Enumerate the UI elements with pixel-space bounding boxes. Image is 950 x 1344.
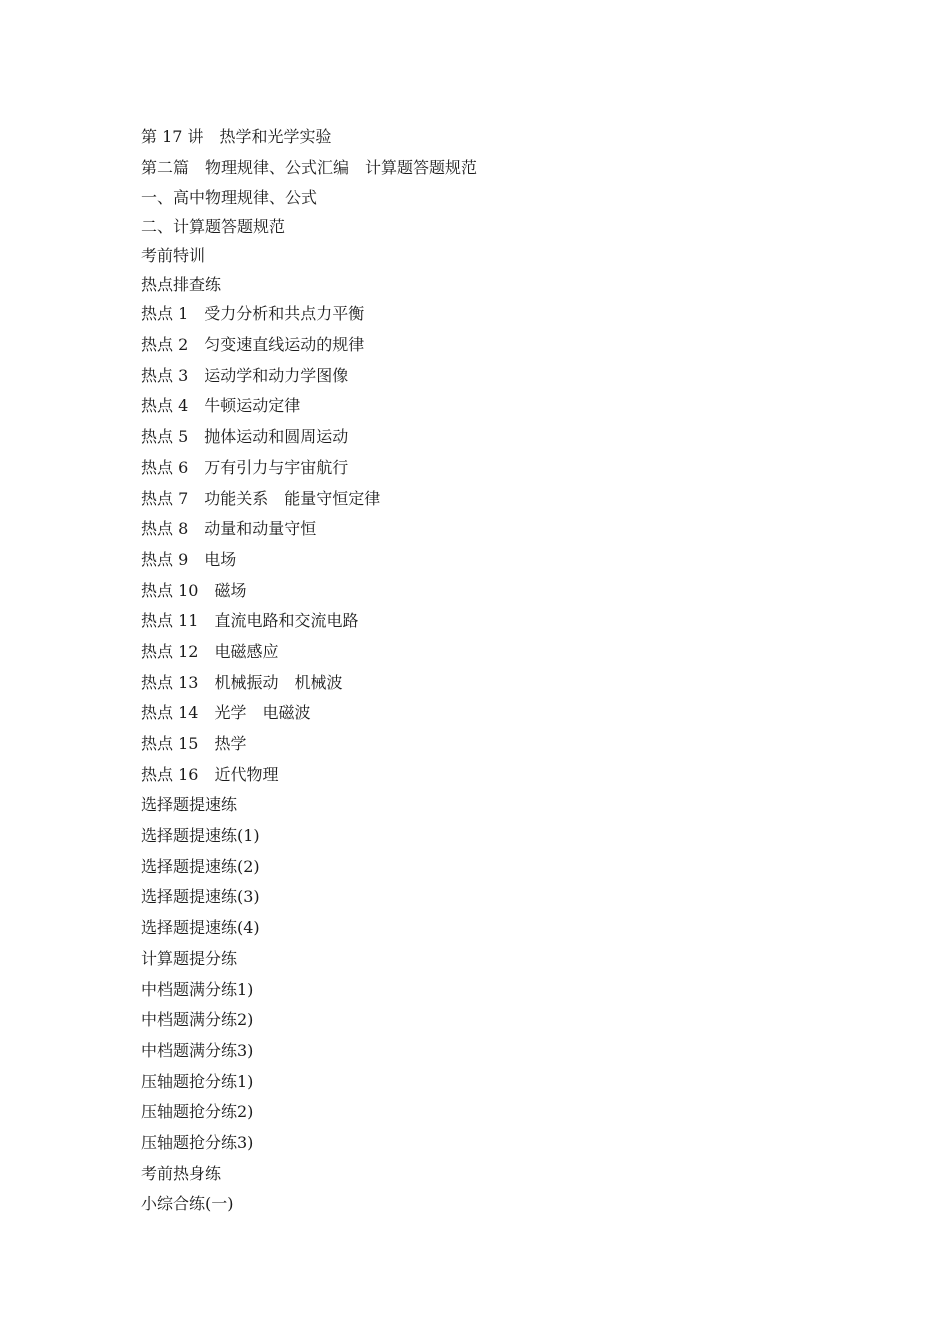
toc-entry: 考前热身练 — [141, 1163, 222, 1183]
toc-entry: 选择题提速练(3) — [141, 887, 260, 907]
toc-entry: 第二篇 物理规律、公式汇编 计算题答题规范 — [141, 157, 478, 177]
table-of-contents — [141, 122, 477, 1220]
toc-entry: 热点 4 牛顿运动定律 — [141, 396, 301, 416]
toc-entry: 小综合练(一) — [141, 1194, 234, 1214]
toc-entry: 热点 13 机械振动 机械波 — [141, 672, 343, 692]
toc-entry: 热点 1 受力分析和共点力平衡 — [141, 304, 365, 324]
toc-entry: 二、计算题答题规范 — [141, 217, 286, 237]
toc-entry: 热点 12 电磁感应 — [141, 641, 279, 661]
toc-entry: 中档题满分练2) — [141, 1010, 254, 1030]
toc-entry: 热点 9 电场 — [141, 549, 237, 569]
toc-entry: 压轴题抢分练1) — [141, 1071, 254, 1091]
toc-entry: 选择题提速练(1) — [141, 826, 260, 846]
toc-entry: 中档题满分练1) — [141, 979, 254, 999]
toc-entry: 热点 16 近代物理 — [141, 764, 279, 784]
toc-entry: 热点 7 功能关系 能量守恒定律 — [141, 488, 381, 508]
toc-entry: 选择题提速练 — [141, 795, 238, 815]
toc-entry: 选择题提速练(4) — [141, 918, 260, 938]
toc-entry: 考前特训 — [141, 246, 206, 266]
toc-entry: 第 17 讲 热学和光学实验 — [141, 127, 332, 146]
toc-entry: 热点 15 热学 — [141, 734, 247, 753]
toc-entry: 热点 6 万有引力与宇宙航行 — [141, 457, 349, 477]
toc-entry: 一、高中物理规律、公式 — [141, 188, 318, 208]
toc-entry: 压轴题抢分练3) — [141, 1132, 254, 1152]
toc-entry: 压轴题抢分练2) — [141, 1102, 254, 1122]
toc-entry: 中档题满分练3) — [141, 1040, 254, 1060]
toc-entry: 热点 8 动量和动量守恒 — [141, 519, 317, 539]
toc-entry: 热点 10 磁场 — [141, 580, 247, 600]
toc-entry: 热点 2 匀变速直线运动的规律 — [141, 335, 365, 355]
toc-entry: 热点 3 运动学和动力学图像 — [141, 365, 349, 385]
toc-entry: 选择题提速练(2) — [141, 856, 260, 876]
toc-entry: 热点排查练 — [141, 275, 222, 295]
toc-entry: 计算题提分练 — [141, 948, 238, 968]
toc-entry: 热点 14 光学 电磁波 — [141, 703, 311, 723]
toc-entry: 热点 5 抛体运动和圆周运动 — [141, 427, 349, 447]
toc-entry: 热点 11 直流电路和交流电路 — [141, 611, 359, 631]
